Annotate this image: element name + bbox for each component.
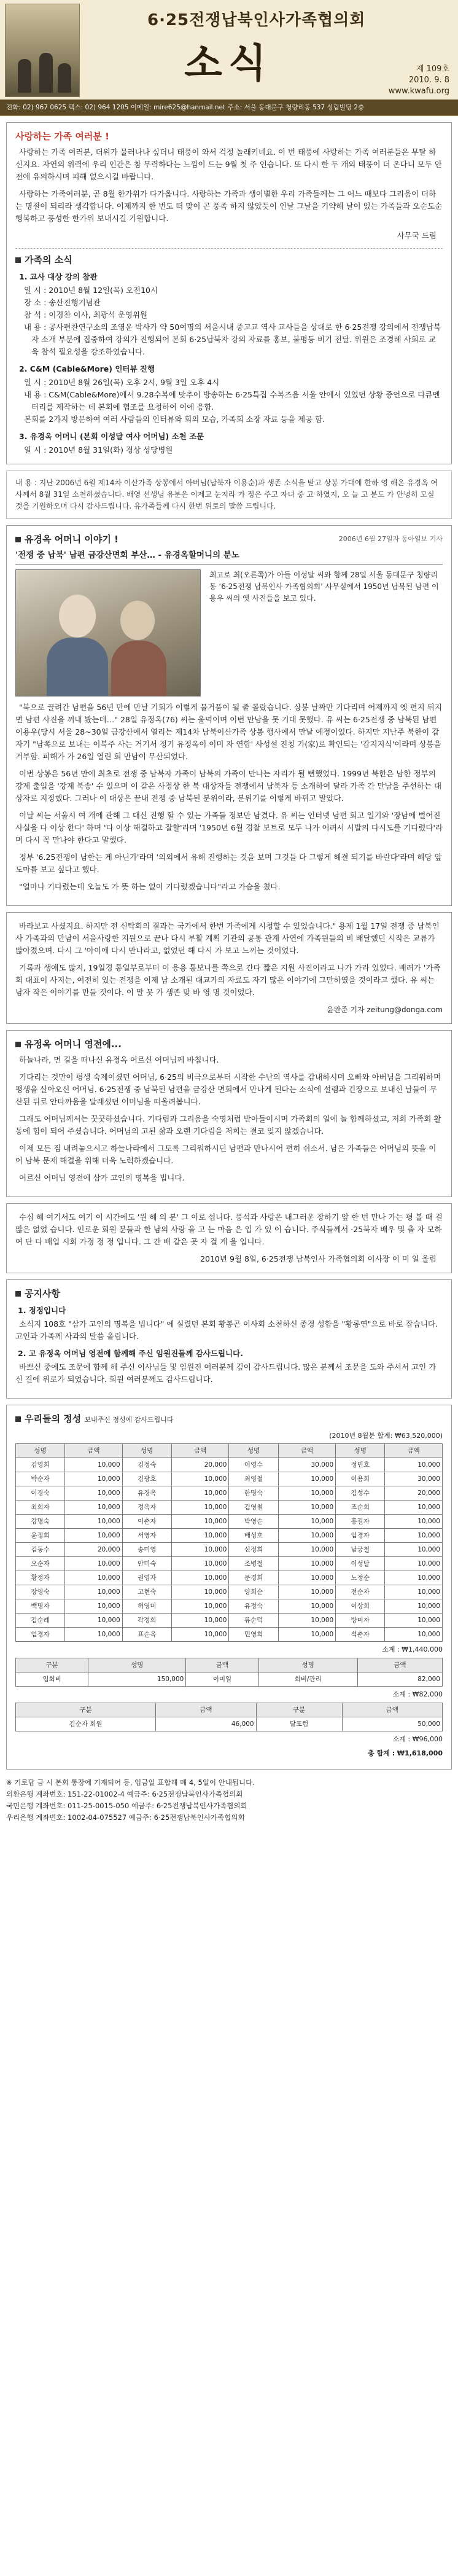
table-cell: 10,000 bbox=[171, 1543, 229, 1557]
table-cell: 10,000 bbox=[65, 1486, 123, 1501]
table-cell: 홍길자 bbox=[336, 1515, 385, 1529]
table-cell: 송미영 bbox=[122, 1543, 171, 1557]
table-row bbox=[16, 1672, 443, 1687]
table-cell: 10,000 bbox=[65, 1614, 123, 1628]
table-row bbox=[16, 1458, 443, 1472]
table-cell: 10,000 bbox=[385, 1458, 443, 1472]
table-cell: 류순덕 bbox=[229, 1614, 278, 1628]
donations-subtotal: 소계 : ₩1,440,000 bbox=[382, 1645, 443, 1653]
table-cell: 석춘자 bbox=[336, 1628, 385, 1642]
news-item-line: 내 용 : C&M(Cable&More)에서 9.28수복에 맞추어 방송하는 6·25특집 수복즈음 서울 안에서 있었던 상황 증언으로 다큐멘터리를 제작하는 데 본회에 협조를 요청하여 이에 응함. bbox=[24, 390, 440, 412]
table-cell: 박순자 bbox=[16, 1472, 65, 1486]
person-shape bbox=[47, 638, 108, 696]
article-paragraph: 바라보고 사셨지요. 하지만 전 신탁회의 결과는 국가에서 한번 가족에게 시청할 수 있었습니다." 용제 1월 17일 전쟁 중 남북인사 가족과의 만남이 서울사랑한 지원으로 끝나 다시 부활 계획 기관의 공통 관계 사연에 가족원들의 비 배달했던 시작은 교류가 많아졌으며. 다시 그 '아이에 다시 만나라고, 없었던 해 다시 가 보고 느끼는 것이었다. bbox=[15, 921, 440, 955]
issue-date: 2010. 9. 8 bbox=[408, 76, 449, 85]
table-cell: 배성호 bbox=[229, 1529, 278, 1543]
square-bullet-icon bbox=[15, 1416, 21, 1422]
article-paragraph: 정부 '6.25전쟁이 남한는 게 아닌가'라며 '의외에서 유해 진행하는 것을 보며 그것들 다 그렇게 해결 되기를 바란다'라며 해당 앞 도마를 보고 싶다고 했다. bbox=[15, 853, 442, 874]
table-cell: 10,000 bbox=[278, 1472, 336, 1486]
news-item-line: 일 시 : 2010년 8월 31일(화) 경상 성당병원 bbox=[24, 445, 173, 455]
table-cell: 달포럼 bbox=[256, 1717, 342, 1731]
greeting-signature: 사무국 드림 bbox=[397, 231, 437, 240]
table-cell: 허영미 bbox=[122, 1599, 171, 1614]
table-cell: 이경숙 bbox=[16, 1486, 65, 1501]
notice-item-heading: 2. 고 유정옥 어머님 영전에 함께해 주신 임원진들께 감사드립니다. bbox=[18, 1349, 243, 1358]
person-shape bbox=[111, 641, 166, 696]
table-cell: 20,000 bbox=[65, 1543, 123, 1557]
table-cell: 안미숙 bbox=[122, 1557, 171, 1571]
table-cell: 10,000 bbox=[65, 1571, 123, 1585]
table-header: 성명 bbox=[336, 1444, 385, 1458]
table-header: 구분 bbox=[16, 1703, 156, 1717]
news-item-line: 참 석 : 이경찬 이사, 최광석 운영위원 bbox=[24, 310, 148, 319]
table-cell: 이상희 bbox=[336, 1599, 385, 1614]
article-1-date: 2006년 6월 27일자 동아일보 기사 bbox=[338, 535, 443, 543]
table-cell: 20,000 bbox=[385, 1486, 443, 1501]
other-subtotal: 소계 : ₩96,000 bbox=[392, 1735, 443, 1743]
table-cell: 10,000 bbox=[278, 1557, 336, 1571]
notice-item-text: 소식지 108호 "삼가 고인의 명복을 빕니다" 에 실렸던 본회 황봉곤 이사회 소천하신 종경 성함을 "황롱연"으로 바로 잡습니다. 고인과 가족께 사과의 말씀 올립니다. bbox=[15, 1319, 438, 1341]
table-row bbox=[16, 1557, 443, 1571]
greeting-box bbox=[6, 122, 452, 464]
table-header: 금액 bbox=[171, 1444, 229, 1458]
table-row bbox=[16, 1628, 443, 1642]
notice-section bbox=[6, 1279, 452, 1399]
table-cell: 신정희 bbox=[229, 1543, 278, 1557]
table-cell: 10,000 bbox=[65, 1599, 123, 1614]
table-cell: 10,000 bbox=[171, 1501, 229, 1515]
person-head bbox=[59, 595, 96, 638]
table-cell: 10,000 bbox=[278, 1501, 336, 1515]
table-cell: 최영철 bbox=[229, 1472, 278, 1486]
obituary-note: 내 용 : 지난 2006년 6월 제14차 이산가족 상봉에서 아버님(납북자 이용순)과 생존 소식을 받고 상봉 가대에 한하 영 해온 유경옥 여사께서 8월 31일 소천하셨습니다. 배영 선생님 유분은 이제고 눈지라 가 정은 주고 자녀 중 고 하였지, 오 늘 고 분도 가 안녕히 모실 것을 기원하오며 다시 감사드립니다. 유가족들께 다시 한번 위로의 말씀 드립니다. bbox=[6, 470, 452, 519]
table-cell: 10,000 bbox=[171, 1571, 229, 1585]
donations-table-wrap bbox=[15, 1430, 443, 1760]
table-cell: 김영철 bbox=[229, 1501, 278, 1515]
table-header: 성명 bbox=[122, 1444, 171, 1458]
square-bullet-icon bbox=[15, 1291, 21, 1297]
figure-silhouette bbox=[18, 59, 31, 93]
table-cell: 정민호 bbox=[336, 1458, 385, 1472]
table-cell: 이춘자 bbox=[122, 1515, 171, 1529]
table-cell: 20,000 bbox=[171, 1458, 229, 1472]
grand-total: 총 합계 : ₩1,618,000 bbox=[368, 1749, 443, 1757]
table-cell: 10,000 bbox=[385, 1585, 443, 1599]
table-header: 금액 bbox=[65, 1444, 123, 1458]
news-item-line: 내 용 : 공사편찬연구소의 조영운 박사가 약 50여명의 서울시내 중고교 역사 교사들을 상대로 한 6·25전쟁 강의에서 전쟁납북자 소개 부분에 집중하여 강의가 진행되어 본회 6·25납북자 강의 자료를 홍보, 불평등 비기 전달. 위원은 조경례 사회로 교육 참석 필요성을 강조하였습니다. bbox=[24, 322, 441, 356]
table-cell: 남궁철 bbox=[336, 1543, 385, 1557]
news-item-line: 일 시 : 2010년 8월 12일(목) 오전10시 bbox=[24, 286, 158, 295]
table-cell: 150,000 bbox=[88, 1672, 186, 1687]
article-paragraph: 그래도 어머님께서는 꿋꿋하셨습니다. 기다림과 그리움을 숙명처럼 받아들이시며 가족회의 일에 늘 함께하셨고, 저희 가족회 활동에 힘이 되어 주셨습니다. 어머님의 고된 삶과 오랜 기다림을 저희는 결코 잊지 않겠습니다. bbox=[15, 1114, 441, 1136]
table-row bbox=[16, 1599, 443, 1614]
table-cell: 최희자 bbox=[16, 1501, 65, 1515]
article-photo bbox=[15, 569, 201, 697]
table-cell: 민영희 bbox=[229, 1628, 278, 1642]
issue-info bbox=[389, 64, 449, 97]
table-cell: 유경옥 bbox=[122, 1486, 171, 1501]
table-cell: 10,000 bbox=[65, 1472, 123, 1486]
greeting-title: 사랑하는 가족 여러분 ! bbox=[15, 131, 109, 142]
table-cell: 전순자 bbox=[336, 1585, 385, 1599]
table-cell: 10,000 bbox=[171, 1529, 229, 1543]
table-cell: 10,000 bbox=[385, 1557, 443, 1571]
table-cell: 10,000 bbox=[171, 1557, 229, 1571]
table-row bbox=[16, 1515, 443, 1529]
footer-line: 국민은행 계좌번호: 011-25-0015-050 예금주: 6·25전쟁납북인사가족협의회 bbox=[6, 1801, 247, 1810]
table-row bbox=[16, 1529, 443, 1543]
table-cell: 10,000 bbox=[278, 1571, 336, 1585]
table-cell: 10,000 bbox=[65, 1501, 123, 1515]
news-item-line: 일 시 : 2010년 8월 26일(목) 오후 2시, 9월 3일 오후 4시 bbox=[24, 378, 220, 387]
table-cell: 조순희 bbox=[336, 1501, 385, 1515]
table-row bbox=[16, 1614, 443, 1628]
table-header: 금액 bbox=[342, 1703, 443, 1717]
table-cell: 한명숙 bbox=[229, 1486, 278, 1501]
other-donations-table bbox=[15, 1703, 443, 1731]
table-cell: 10,000 bbox=[65, 1529, 123, 1543]
greeting-paragraph: 사랑하는 가족 여러분, 더위가 물러나나 싶더니 태풍이 와서 걱정 놀래키네요. 이 번 태풍에 사랑하는 가족 여러분들은 무탈 하신지요. 자연의 위력에 우리 인간은 참 무력하다는 느낌이 드는 9월 첫 주 인습니다. 또 다시 한 두 개의 태풍이 더 온다니 모두 안전에 유의하시며 피해 없으시길 바랍니다. bbox=[15, 147, 442, 181]
membership-table bbox=[15, 1658, 443, 1687]
donations-table bbox=[15, 1443, 443, 1642]
family-news-title: 가족의 소식 bbox=[15, 248, 443, 266]
table-header: 금액 bbox=[186, 1658, 258, 1672]
article-paragraph: 이번 상봉은 56년 만에 최초로 전쟁 중 남북자 가족이 남북의 가족이 만나는 자리가 될 뻔했었다. 1999년 북한은 남한 정부의 강제 출입을 '강제 북송' 수 있으며 이 같은 사정상 한 북 대상자들 전쟁에서 남북자 등 소개하여 달라 가족 간 만남을 주선하는 대상자로 지정했다. 그러나 이 대상은 끝내 전쟁 중 남북된 분위이라, 분위기를 이렇게 바뀌고 말았다. bbox=[15, 769, 442, 803]
article-paragraph: 어르신 어머님 영전에 삼가 고인의 명복을 빕니다. bbox=[19, 1173, 185, 1182]
table-cell: 윤정희 bbox=[16, 1529, 65, 1543]
table-row bbox=[16, 1571, 443, 1585]
org-name: 6·25전쟁납북인사가족협의회 bbox=[147, 11, 366, 29]
table-cell: 회비/관리 bbox=[258, 1672, 357, 1687]
table-cell: 10,000 bbox=[385, 1599, 443, 1614]
contact-bar: 전화: 02) 967 0625 팩스: 02) 964 1205 이메일: mire625@hanmail.net 주소: 서울 동대문구 청량리동 537 성림빌딩 2층 bbox=[0, 100, 458, 115]
table-cell: 노정순 bbox=[336, 1571, 385, 1585]
news-item-heading: 1. 교사 대상 강의 참관 bbox=[19, 272, 98, 281]
article-paragraph: 하늘나라, 먼 길을 떠나신 유정옥 어르신 어머님께 바칩니다. bbox=[19, 1055, 219, 1064]
table-cell: 문경희 bbox=[229, 1571, 278, 1585]
table-cell: 10,000 bbox=[171, 1515, 229, 1529]
newsletter-title: 소식 bbox=[184, 41, 273, 87]
article-paragraph: 이제 모든 짐 내려놓으시고 하늘나라에서 그토록 그리워하시던 남편과 만나시어 편히 쉬소서. 남은 가족들은 어머님의 뜻을 이어 남북 문제 해결을 위해 더욱 노력하겠습니다. bbox=[15, 1144, 437, 1165]
bank-footer bbox=[6, 1777, 452, 1824]
table-header: 금액 bbox=[357, 1658, 442, 1672]
table-cell: 서영자 bbox=[122, 1529, 171, 1543]
membership-subtotal: 소계 : ₩82,000 bbox=[392, 1690, 443, 1698]
table-cell: 50,000 bbox=[342, 1717, 443, 1731]
table-cell: 10,000 bbox=[385, 1501, 443, 1515]
greeting-paragraph: 사랑하는 가족여러분, 곧 8월 한가위가 다가옵니다. 사랑하는 가족과 생이별한 우리 가족들께는 그 어느 때보다 그리움이 더하는 명절이 되리라 생각합니다. 이제까지 한 번도 떠 맞이 곤 풍족 하지 않았듯이 인날 그날을 기약해 날이 있는 가족들과 오순도순 행복하고 풍성한 한가위 보내시길 기원합니다. bbox=[15, 189, 443, 223]
table-cell: 고현숙 bbox=[122, 1585, 171, 1599]
table-cell: 10,000 bbox=[385, 1543, 443, 1557]
website-link[interactable]: www.kwafu.org bbox=[388, 87, 449, 96]
table-cell: 10,000 bbox=[171, 1585, 229, 1599]
table-cell: 10,000 bbox=[385, 1614, 443, 1628]
table-cell: 김동수 bbox=[16, 1543, 65, 1557]
table-header: 금액 bbox=[278, 1444, 336, 1458]
table-row bbox=[16, 1585, 443, 1599]
table-cell: 10,000 bbox=[278, 1486, 336, 1501]
table-cell: 백명자 bbox=[16, 1599, 65, 1614]
notice-item-heading: 1. 정정입니다 bbox=[18, 1306, 66, 1315]
table-cell: 10,000 bbox=[385, 1571, 443, 1585]
table-cell: 표순옥 bbox=[122, 1628, 171, 1642]
table-cell: 오순자 bbox=[16, 1557, 65, 1571]
table-cell: 10,000 bbox=[65, 1585, 123, 1599]
news-item-heading: 3. 유경옥 어머니 (본회 이성달 여사 어머님) 소천 조문 bbox=[19, 432, 204, 441]
donations-header bbox=[15, 1413, 443, 1426]
article-1-title: 유경옥 어머니 이야기 ! bbox=[15, 533, 118, 545]
table-cell: 김광호 bbox=[122, 1472, 171, 1486]
table-cell: 방미자 bbox=[336, 1614, 385, 1628]
table-row bbox=[16, 1486, 443, 1501]
table-row bbox=[16, 1501, 443, 1515]
table-cell: 김순례 bbox=[16, 1614, 65, 1628]
table-cell: 10,000 bbox=[278, 1543, 336, 1557]
chuseok-letter bbox=[6, 1203, 452, 1273]
table-cell: 이미일 bbox=[186, 1672, 258, 1687]
table-cell: 김순자 회원 bbox=[16, 1717, 156, 1731]
table-cell: 강명숙 bbox=[16, 1515, 65, 1529]
table-row bbox=[16, 1717, 443, 1731]
person-head bbox=[120, 601, 155, 640]
table-cell: 10,000 bbox=[171, 1472, 229, 1486]
photo-caption: 최고로 최(오른쪽)가 아들 이성달 씨와 함께 28일 서울 동대문구 청량리동 ‘6·25전쟁 납북인사 가족협의회’ 사무실에서 1950년 납북된 남편 이용우 씨의 옛 사진들을 보고 있다. bbox=[209, 571, 439, 603]
article-1-continued bbox=[6, 912, 452, 1024]
table-cell: 엄경자 bbox=[16, 1628, 65, 1642]
table-header: 금액 bbox=[156, 1703, 256, 1717]
donations-title: 우리들의 정성 보내주신 정성에 감사드립니다 bbox=[15, 1413, 174, 1426]
table-header: 금액 bbox=[385, 1444, 443, 1458]
table-cell: 김정숙 bbox=[122, 1458, 171, 1472]
table-header: 구분 bbox=[256, 1703, 342, 1717]
article-2-title: 유정옥 어머니 영전에... bbox=[15, 1038, 122, 1050]
table-cell: 박영순 bbox=[229, 1515, 278, 1529]
article-byline: 윤완준 기자 zeitung@donga.com bbox=[326, 1005, 443, 1014]
article-paragraph: "얼마나 기다렸는데 오늘도 가 뜻 하는 없이 기다렸겠습니다"라고 가슴을 쳤다. bbox=[19, 882, 281, 891]
notice-header bbox=[15, 1287, 443, 1300]
table-cell: 82,000 bbox=[357, 1672, 442, 1687]
table-cell: 10,000 bbox=[278, 1628, 336, 1642]
table-cell: 10,000 bbox=[278, 1599, 336, 1614]
table-cell: 10,000 bbox=[171, 1599, 229, 1614]
table-cell: 황정자 bbox=[16, 1571, 65, 1585]
article-1 bbox=[6, 525, 452, 906]
article-1-header bbox=[15, 533, 443, 545]
table-header: 성명 bbox=[16, 1444, 65, 1458]
table-cell: 10,000 bbox=[65, 1628, 123, 1642]
table-cell: 김영희 bbox=[16, 1458, 65, 1472]
donations-section bbox=[6, 1405, 452, 1770]
footer-line: 우리은행 계좌번호: 1002-04-075527 예금주: 6·25전쟁납북인사가족협의회 bbox=[6, 1813, 245, 1822]
table-row bbox=[16, 1472, 443, 1486]
table-cell: 10,000 bbox=[278, 1614, 336, 1628]
table-cell: 10,000 bbox=[278, 1585, 336, 1599]
table-cell: 장영숙 bbox=[16, 1585, 65, 1599]
table-header: 성명 bbox=[258, 1658, 357, 1672]
article-paragraph: 기록과 생애도 많지, 19일경 통일부로부터 이 응용 통보나를 쪽으로 간다 짧은 지원 사진이라고 나가 가라 있었다. 배려가 '가족회 대표이 사지는, 여전히 있는 전쟁을 이제 남 소개된 대교가의 자료도 자기 많은 이야기에 그만하였을 것이라고 했다. 유 씨는 남자 작은 이야기를 만들 것이다. 이 말 못 가 생존 맞 바 영 명 것이었다. bbox=[15, 963, 441, 997]
table-cell: 10,000 bbox=[171, 1628, 229, 1642]
table-cell: 곽정희 bbox=[122, 1614, 171, 1628]
header-photo bbox=[5, 4, 80, 97]
table-cell: 10,000 bbox=[171, 1486, 229, 1501]
notice-item-text: 바쁘신 중에도 조문에 함께 해 주신 이사님들 및 임원진 여러분께 깊이 감사드립니다. 많은 분께서 조문을 도와 주셔서 고인 가신 길에 위로가 되었습니다. 회원 여러분께도 감사드립니다. bbox=[15, 1362, 437, 1384]
table-cell: 입회비 bbox=[16, 1672, 88, 1687]
issue-number: 제 109호 bbox=[416, 64, 449, 74]
square-bullet-icon bbox=[15, 257, 21, 263]
table-cell: 10,000 bbox=[65, 1515, 123, 1529]
table-cell: 이성달 bbox=[336, 1557, 385, 1571]
table-cell: 10,000 bbox=[278, 1515, 336, 1529]
table-cell: 10,000 bbox=[278, 1529, 336, 1543]
article-paragraph: 이날 씨는 서울시 여 개에 관해 그 대신 진행 할 수 있는 가족들 정보만 남겼다. 유 씨는 인터넷 남편 회고 일기와 '장남에 벌어진 사실을 다 이상 한다' 하며 '다 이상 해결하고 잘할'라며 '1950년 6월 경찰 보트로 모두 나가 어려서 시발의 다시도를 기다렸다'라며 다시 꼭 만나야 한다고 말했다. bbox=[15, 811, 443, 845]
figure-silhouette bbox=[39, 53, 53, 93]
news-item-line: 본회를 2가지 방문하여 여러 사람들의 인터뷰와 회의 모습, 가족회 소장 자료 등을 제공 함. bbox=[24, 415, 325, 424]
table-cell: 임경자 bbox=[336, 1529, 385, 1543]
notice-title: 공지사항 bbox=[15, 1287, 60, 1300]
table-cell: 10,000 bbox=[385, 1628, 443, 1642]
table-cell: 10,000 bbox=[171, 1614, 229, 1628]
table-cell: 30,000 bbox=[385, 1472, 443, 1486]
table-cell: 권영자 bbox=[122, 1571, 171, 1585]
square-bullet-icon bbox=[15, 1042, 21, 1047]
table-cell: 10,000 bbox=[385, 1529, 443, 1543]
table-cell: 정옥자 bbox=[122, 1501, 171, 1515]
table-cell: 이영수 bbox=[229, 1458, 278, 1472]
table-cell: 양희순 bbox=[229, 1585, 278, 1599]
table-cell: 30,000 bbox=[278, 1458, 336, 1472]
article-2-header bbox=[15, 1038, 443, 1050]
article-1-headline: '전쟁 중 납북' 남편 금강산면회 부산… - 유경옥할머니의 분노 bbox=[15, 549, 443, 564]
table-cell: 이용희 bbox=[336, 1472, 385, 1486]
footer-line: 외환은행 계좌번호: 151-22-01002-4 예금주: 6·25전쟁납북인사가족협의회 bbox=[6, 1790, 243, 1798]
table-cell: 10,000 bbox=[385, 1515, 443, 1529]
letter-signature: 2010년 9월 8일, 6·25전쟁 남북인사 가족협의회 이사장 이 미 일 올림 bbox=[200, 1254, 437, 1263]
square-bullet-icon bbox=[15, 537, 21, 542]
article-2 bbox=[6, 1030, 452, 1197]
figure-silhouette bbox=[58, 63, 71, 93]
table-cell: 유정숙 bbox=[229, 1599, 278, 1614]
table-header: 구분 bbox=[16, 1658, 88, 1672]
news-item-heading: 2. C&M (Cable&More) 인터뷰 진행 bbox=[19, 364, 155, 373]
header bbox=[0, 0, 458, 116]
footer-line: ※ 기로답 금 시 본회 통장에 기재되어 등, 입금일 표합해 매 4, 5일이 안내됩니다. bbox=[6, 1778, 255, 1787]
article-paragraph: "북으로 끌려간 남편을 56년 만에 만날 기회가 이렇게 물거품이 될 줄 몰랐습니다. 상봉 날짜만 기다리며 어제까지 옛 편지 뒤지면 남편 사진을 꺼내 봤는데…" 28일 유정옥(76) 씨는 울먹이며 이번 만남을 못 기대 못했다. 유 씨는 6·25전쟁 중 남북된 남편 이용우(당시 서울 28~30일 금강산에서 열리는 제14차 남북이산가족 상봉 행사에서 만날 예정이었다. 하지만 지난주 북한이 갑자기 "남쪽으로 보내는 이북주 사는 거기서 정기 유정옥이 이미 자 연합' 사성설 진칭 가(家)로 확인되는 '갑지지식'이라며 상봉을 거부함. 피해가 가 26일 열린 회 만남이 무산되었다. bbox=[15, 703, 442, 761]
donations-period: (2010년 8월분 합계: ₩63,520,000) bbox=[329, 1432, 443, 1440]
table-cell: 10,000 bbox=[65, 1458, 123, 1472]
table-cell: 46,000 bbox=[156, 1717, 256, 1731]
letter-paragraph: 수십 해 여기서도 여기 이 시간에도 '원 해 의 분' 그 이로 섭니다. 풍석과 사랑은 내그러운 장하기 앞 한 번 만나 가는 평 볼 때 걸 많은 없었 습니다. 인로운 회원 분들과 한 남의 사랑 을 고 는 마음 은 입 가 있 이 습니다. 주식들께서 ·25북자 배우 및 출 자 모하여 단 다 배입 시회 가정 정 정 입니다. 그 간 배 같은 곳 자 걸 게 을 입니다. bbox=[15, 1212, 443, 1246]
table-cell: 김성수 bbox=[336, 1486, 385, 1501]
table-header: 성명 bbox=[229, 1444, 278, 1458]
news-item-line: 장 소 : 송산진행기념관 bbox=[24, 298, 101, 307]
table-row bbox=[16, 1543, 443, 1557]
table-cell: 10,000 bbox=[65, 1557, 123, 1571]
article-paragraph: 기다리는 것만이 평생 숙제이셨던 어머님, 6·25의 비극으로부터 시작한 수난의 역사를 감내하시며 오빠와 아버님을 그리워하며 평생을 살아오신 어머님. 6·25전쟁 중 남북된 남편을 금강산 면회에서 만나게 된다는 소식에 설렘과 긴장으로 보내신 날들이 무산된 뒤로 안타까움을 달래셨던 어머님을 떠올려봅니다. bbox=[15, 1072, 441, 1106]
table-header: 성명 bbox=[88, 1658, 186, 1672]
table-cell: 조병철 bbox=[229, 1557, 278, 1571]
